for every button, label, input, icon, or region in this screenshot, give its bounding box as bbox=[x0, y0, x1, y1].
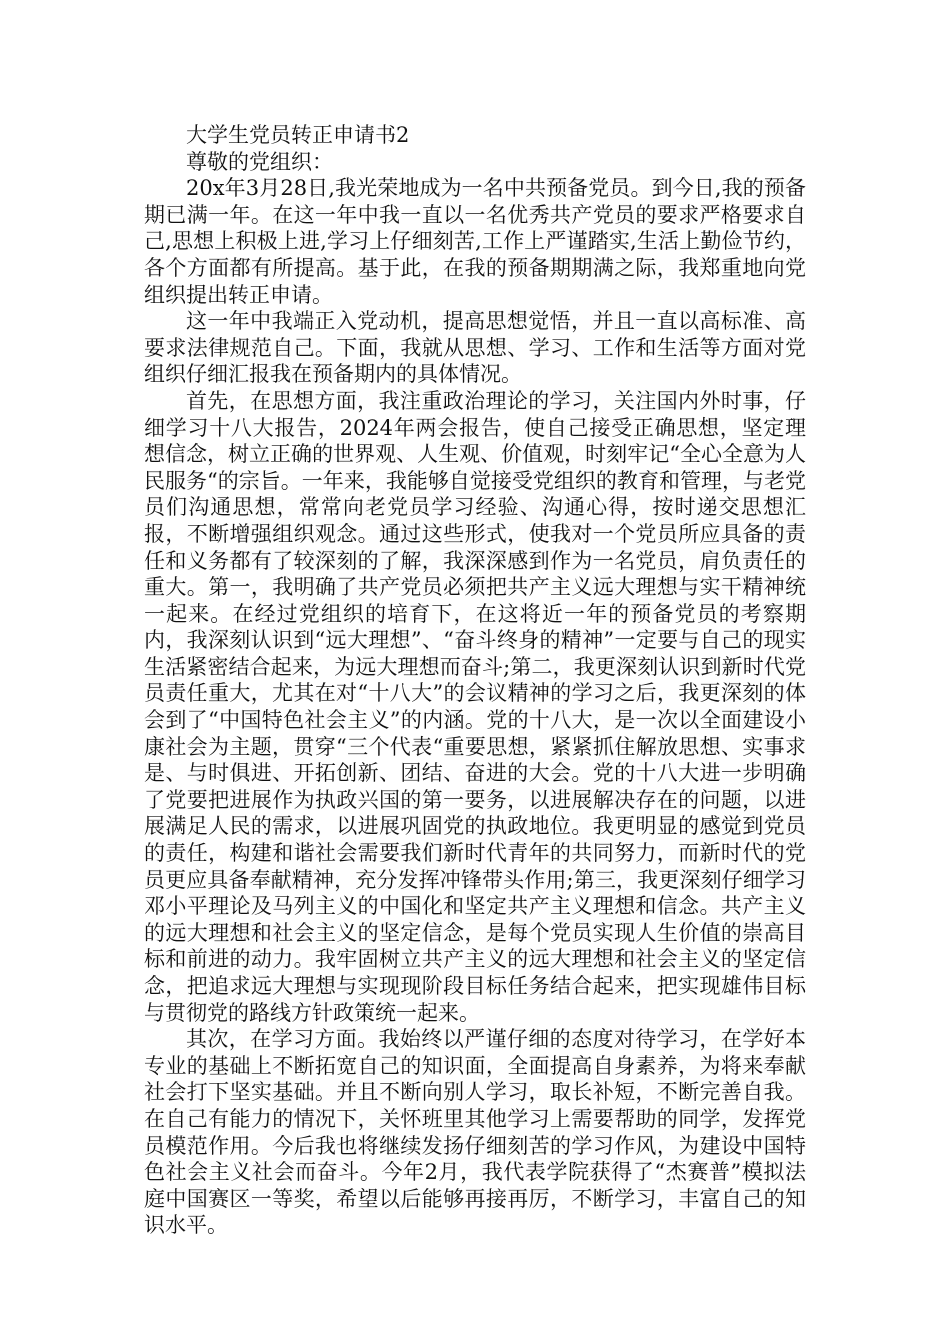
salutation: 尊敬的党组织： bbox=[186, 149, 333, 174]
paragraph-3: 首先，在思想方面，我注重政治理论的学习，关注国内外时事，仔细学习十八大报告，2024年两会报告，使自己接受正确思想，坚定理想信念，树立正确的世界观、人生观、价值观，时刻牢记“全心全意为人民服务“的宗旨。一年来，我能够自觉接受党组织的教育和管理，与老党员们沟通思想，常常向老党员学习经验、沟通心得，按时递交思想汇报，不断增强组织观念。通过这些形式，使我对一个党员所应具备的责任和义务都有了较深刻的了解，我深深感到作为一名党员，肩负责任的重大。第一，我明确了共产党员必须把共产主义远大理想与实干精神统一起来。在经过党组织的培育下，在这将近一年的预备党员的考察期内，我深刻认识到“远大理想”、“奋斗终身的精神”一定要与自己的现实生活紧密结合起来，为远大理想而奋斗;第二，我更深刻认识到新时代党员责任重大，尤其在对“十八大”的会议精神的学习之后，我更深刻的体会到了“中国特色社会主义”的内涵。党的十八大，是一次以全面建设小康社会为主题，贯穿“三个代表“重要思想，紧紧抓住解放思想、实事求是、与时俱进、开拓创新、团结、奋进的大会。党的十八大进一步明确了党要把进展作为执政兴国的第一要务，以进展解决存在的问题，以进展满足人民的需求，以进展巩固党的执政地位。我更明显的感觉到党员的责任，构建和谐社会需要我们新时代青年的共同努力，而新时代的党员更应具备奉献精神，充分发挥冲锋带头作用;第三，我更深刻仔细学习邓小平理论及马列主义的中国化和坚定共产主义理想和信念。共产主义的远大理想和社会主义的坚定信念，是每个党员实现人生价值的崇高目标和前进的动力。我牢固树立共产主义的远大理想和社会主义的坚定信念，把追求远大理想与实现现阶段目标任务结合起来，把实现雄伟目标与贯彻党的路线方针政策统一起来。 bbox=[144, 388, 806, 1025]
paragraph-2: 这一年中我端正入党动机，提高思想觉悟，并且一直以高标准、高要求法律规范自己。下面，我就从思想、学习、工作和生活等方面对党组织仔细汇报我在预备期内的具体情况。 bbox=[144, 309, 806, 387]
document-title: 大学生党员转正申请书2 bbox=[186, 123, 410, 147]
paragraph-1: 20x年3月28日,我光荣地成为一名中共预备党员。到今日,我的预备期已满一年。在这一年中我一直以一名优秀共产党员的要求严格要求自己,思想上积极上进,学习上仔细刻苦,工作上严谨踏实,生活上勤俭节约，各个方面都有所提高。基于此，在我的预备期期满之际，我郑重地向党组织提出转正申请。 bbox=[144, 176, 806, 307]
document-page bbox=[144, 122, 806, 1239]
paragraph-4: 其次，在学习方面。我始终以严谨仔细的态度对待学习，在学好本专业的基础上不断拓宽自己的知识面，全面提高自身素养，为将来奉献社会打下坚实基础。并且不断向别人学习，取长补短，不断完善自我。在自己有能力的情况下，关怀班里其他学习上需要帮助的同学，发挥党员模范作用。今后我也将继续发扬仔细刻苦的学习作风，为建设中国特色社会主义社会而奋斗。今年2月，我代表学院获得了“杰赛普”模拟法庭中国赛区一等奖，希望以后能够再接再厉，不断学习，丰富自己的知识水平。 bbox=[144, 1027, 806, 1238]
